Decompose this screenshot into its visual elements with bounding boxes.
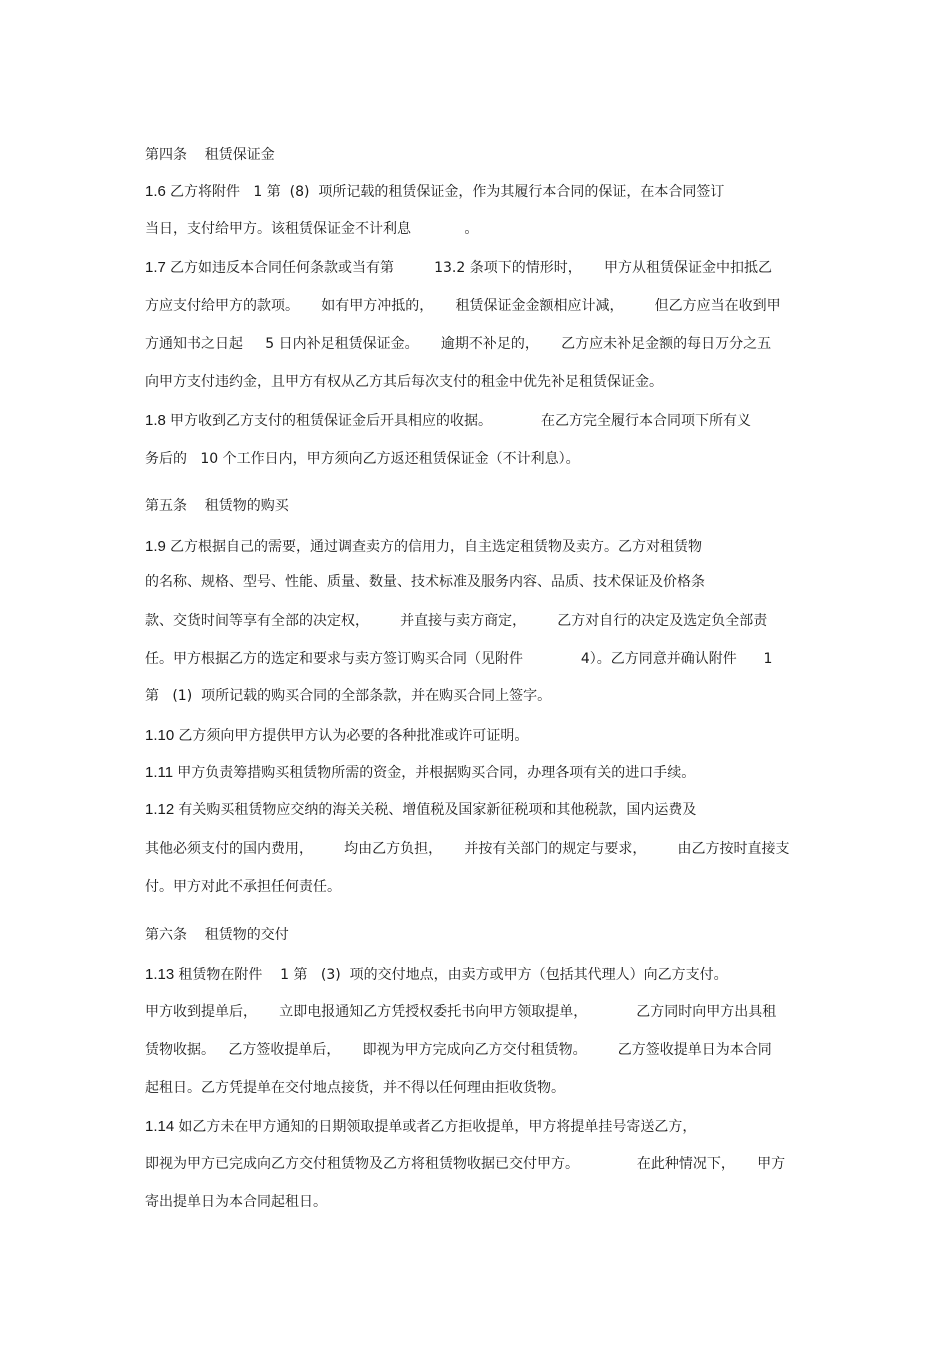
section-heading: 第六条 租赁物的交付 [145, 927, 289, 943]
clause-first-line [145, 259, 772, 277]
clause-text: 向甲方支付违约金，且甲方有权从乙方其后每次支付的租金中优先补足租赁保证金。 [145, 374, 663, 390]
clause-text: 甲方收到提单后， 立即电报通知乙方凭授权委托书向甲方领取提单， 乙方同时向甲方出具租 [145, 1004, 777, 1020]
clause-line [145, 450, 580, 468]
clause-text: 当日，支付给甲方。该租赁保证金不计利息 。 [145, 221, 479, 237]
clause-line [145, 220, 478, 238]
section-heading: 第四条 租赁保证金 [145, 147, 275, 163]
clause-number: 1.8 [145, 412, 171, 429]
clause-number: 1.11 [145, 764, 178, 781]
clause-number: 1.9 [145, 538, 171, 555]
clause-text: 如乙方未在甲方通知的日期领取提单或者乙方拒收提单，甲方将提单挂号寄送乙方， [178, 1119, 697, 1135]
clause-first-line [145, 966, 728, 984]
clause-line [145, 878, 341, 896]
clause-line [145, 1155, 785, 1173]
clause-text: 乙方如违反本合同任何条款或当有第 13.2 条项下的情形时， 甲方从租赁保证金中扣抵乙 [170, 260, 772, 276]
clause-first-line [145, 764, 695, 782]
clause-text: 其他必须支付的国内费用， 均由乙方负担， 并按有关部门的规定与要求， 由乙方按时直接支 [145, 841, 790, 857]
clause-number: 1.13 [145, 966, 179, 983]
clause-text: 方应支付给甲方的款项。 如有甲方冲抵的， 租赁保证金金额相应计减， 但乙方应当在收到甲 [145, 298, 781, 314]
clause-first-line [145, 183, 724, 201]
clause-line [145, 297, 781, 315]
clause-text: 第 (1) 项所记载的购买合同的全部条款，并在购买合同上签字。 [145, 688, 552, 704]
clause-text: 任。甲方根据乙方的选定和要求与卖方签订购买合同（见附件 4）。乙方同意并确认附件 1 [145, 651, 773, 667]
clause-text: 赁物收据。 乙方签收提单后， 即视为甲方完成向乙方交付租赁物。 乙方签收提单日为本合同 [145, 1042, 772, 1058]
clause-line [145, 1079, 565, 1097]
clause-text: 款、交货时间等享有全部的决定权， 并直接与卖方商定， 乙方对自行的决定及选定负全部责 [145, 613, 768, 629]
clause-number: 1.12 [145, 801, 179, 818]
clause-line [145, 1193, 327, 1211]
clause-text: 起租日。乙方凭提单在交付地点接货，并不得以任何理由拒收货物。 [145, 1080, 565, 1096]
clause-number: 1.7 [145, 259, 171, 276]
clause-line [145, 573, 705, 591]
clause-first-line [145, 727, 528, 745]
clause-text: 有关购买租赁物应交纳的海关关税、增值税及国家新征税项和其他税款，国内运费及 [178, 802, 697, 818]
clause-line [145, 335, 771, 353]
clause-text: 乙方根据自己的需要，通过调查卖方的信用力，自主选定租赁物及卖方。乙方对租赁物 [170, 539, 703, 555]
clause-line [145, 612, 767, 630]
clause-line [145, 840, 790, 858]
clause-number: 1.6 [145, 183, 171, 200]
clause-line [145, 650, 772, 668]
clause-text: 即视为甲方已完成向乙方交付租赁物及乙方将租赁物收据已交付甲方。 在此种情况下， 甲方 [145, 1156, 786, 1172]
clause-line [145, 1003, 776, 1021]
clause-line [145, 373, 663, 391]
clause-text: 乙方须向甲方提供甲方认为必要的各种批准或许可证明。 [178, 728, 529, 744]
clause-text: 务后的 10 个工作日内，甲方须向乙方返还租赁保证金（不计利息）。 [145, 451, 580, 467]
clause-text: 甲方收到乙方支付的租赁保证金后开具相应的收据。 在乙方完全履行本合同项下所有义 [170, 413, 751, 429]
clause-text: 乙方将附件 1 第 (8) 项所记载的租赁保证金，作为其履行本合同的保证，在本合同签订 [170, 184, 725, 200]
clause-line [145, 1041, 772, 1059]
clause-number: 1.10 [145, 727, 179, 744]
clause-number: 1.14 [145, 1118, 179, 1135]
clause-text: 的名称、规格、型号、性能、质量、数量、技术标准及服务内容、品质、技术保证及价格条 [145, 574, 705, 590]
clause-line [145, 687, 551, 705]
clause-first-line [145, 538, 702, 556]
clause-text: 付。甲方对此不承担任何责任。 [145, 879, 341, 895]
clause-text: 方通知书之日起 5 日内补足租赁保证金。 逾期不补足的， 乙方应未补足金额的每日万分之五 [145, 336, 772, 352]
clause-text: 寄出提单日为本合同起租日。 [145, 1194, 327, 1210]
clause-first-line [145, 412, 751, 430]
clause-first-line [145, 1118, 696, 1136]
clause-text: 租赁物在附件 1 第 (3) 项的交付地点，由卖方或甲方（包括其代理人）向乙方支付。 [178, 967, 728, 983]
clause-first-line [145, 801, 696, 819]
section-heading: 第五条 租赁物的购买 [145, 498, 289, 514]
clause-text: 甲方负责筹措购买租赁物所需的资金，并根据购买合同，办理各项有关的进口手续。 [177, 765, 696, 781]
